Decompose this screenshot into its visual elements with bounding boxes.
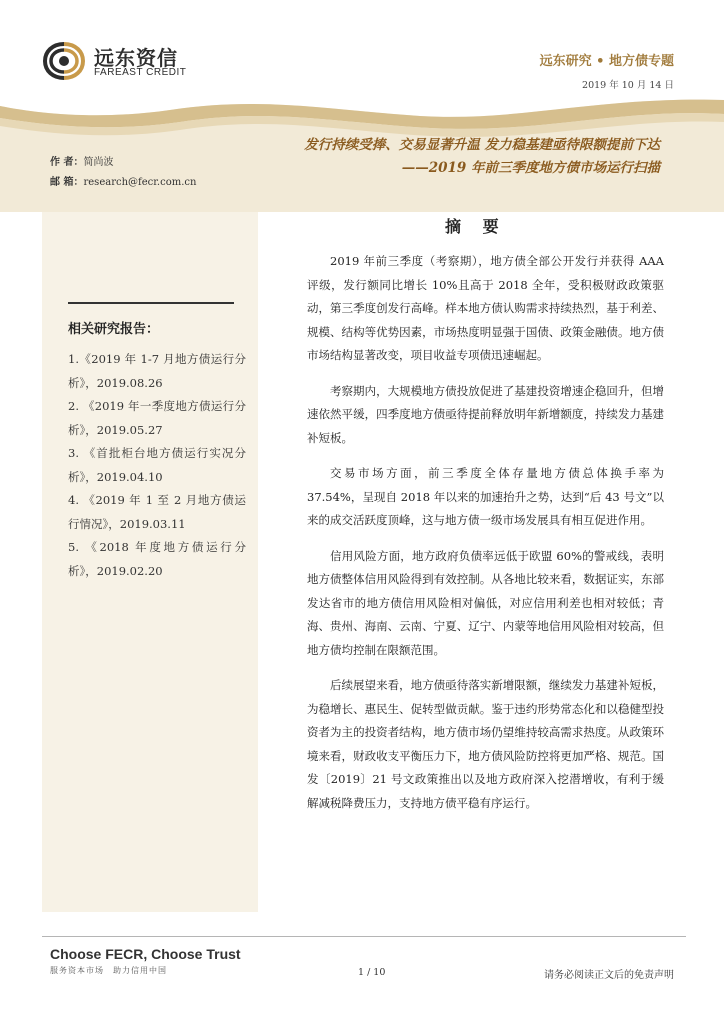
report-subtitle: ——2019 年前三季度地方债市场运行扫描 — [401, 160, 660, 176]
summary-heading: 摘 要 — [445, 217, 507, 236]
report-series: 远东研究 • 地方债专题 — [539, 54, 674, 69]
email-address[interactable]: research@fecr.com.cn — [83, 177, 197, 188]
page-number: 1 / 10 — [358, 967, 386, 978]
related-reports-heading: 相关研究报告： — [68, 322, 160, 337]
summary-paragraph: 信用风险方面，地方政府负债率远低于欧盟 60%的警戒线，表明地方债整体信用风险得到有效控制。从各地比较来看，数据证实，东部发达省市的地方债信用风险相对偏低，对应信用利差也相对较低；青海、贵州、海南、云南、宁夏、辽宁、内蒙等地信用风险相对较高，但地方债均控制在限额范围。 — [307, 548, 664, 657]
summary-paragraph: 2019 年前三季度（考察期），地方债全部公开发行并获得 AAA 评级，发行额同比增长 10%且高于 2018 全年，受积极财政政策驱动，第三季度创发行高峰。样本地方债认购需求持续热烈，基于利差、规模、结构等优势因素，市场热度明显强于国债、政策金融债。地方债市场结构显著改变，项目收益专项债迅速崛起。 — [307, 254, 664, 362]
related-reports-list — [68, 348, 246, 583]
sidebar-divider — [68, 302, 234, 304]
author-label: 作 者： — [50, 157, 84, 168]
related-report-item[interactable]: 2. 《2019 年一季度地方债运行分析》，2019.05.27 — [68, 399, 246, 437]
report-date: 2019 年 10 月 14 日 — [582, 80, 674, 91]
summary-paragraph: 交易市场方面，前三季度全体存量地方债总体换手率为 37.54%，呈现自 2018 年以来的加速抬升之势，达到“后 43 号文”以来的成交活跃度顶峰，这与地方债一级市场发展具有相互促进作用。 — [307, 466, 664, 527]
author-name: 简尚波 — [83, 157, 114, 168]
summary-paragraph: 考察期内，大规模地方债投放促进了基建投资增速企稳回升，但增速依然平缓，四季度地方债亟待提前释放明年新增额度，持续发力基建补短板。 — [307, 383, 664, 445]
footer-subslogan: 服务资本市场 助力信用中国 — [50, 966, 167, 975]
fareast-logo-icon — [42, 40, 86, 82]
related-report-item[interactable]: 4. 《2019 年 1 至 2 月地方债运行情况》，2019.03.11 — [68, 493, 246, 531]
footer-disclaimer: 请务必阅读正文后的免责声明 — [544, 970, 674, 981]
related-report-item[interactable]: 5. 《2018 年度地方债运行分析》，2019.02.20 — [68, 540, 246, 578]
related-report-item[interactable]: 1.《2019 年 1-7 月地方债运行分析》，2019.08.26 — [68, 352, 246, 390]
related-report-item[interactable]: 3. 《首批柜台地方债运行实况分析》，2019.04.10 — [68, 446, 246, 484]
report-title: 发行持续受捧、交易显著升温 发力稳基建亟待限额提前下达 — [304, 137, 660, 153]
footer-slogan: Choose FECR, Choose Trust — [50, 946, 241, 962]
author-line — [50, 153, 113, 168]
summary-paragraph: 后续展望来看，地方债亟待落实新增限额，继续发力基建补短板，为稳增长、惠民生、促转型做贡献。鉴于违约形势常态化和以稳健型投资者为主的投资者结构，地方债市场仍望维持较高需求热度。从政策环境来看，财政收支平衡压力下，地方债风险防控将更加严格、规范。国发〔2019〕21 号文政策推出以及地方政府深入挖潜增收，有利于缓解减税降费压力，支持地方债平稳有序运行。 — [307, 678, 664, 810]
footer-divider — [42, 936, 686, 937]
logo-english-name: FAREAST CREDIT — [94, 67, 187, 78]
summary-body — [307, 250, 664, 827]
email-label: 邮 箱： — [50, 177, 84, 188]
logo-chinese-name: 远东资信 — [94, 46, 178, 70]
email-line — [50, 173, 196, 188]
company-logo — [42, 40, 202, 82]
